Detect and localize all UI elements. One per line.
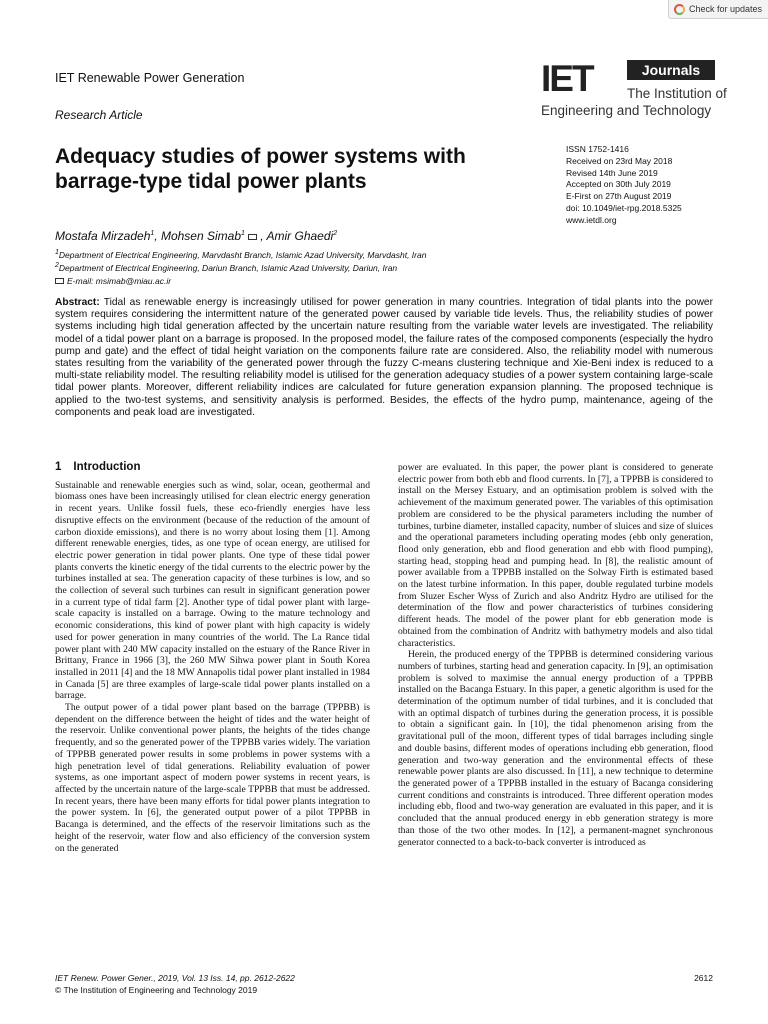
ietdl-link[interactable]: www.ietdl.org bbox=[566, 214, 617, 225]
paragraph: Sustainable and renewable energies such as wind, solar, ocean, geothermal and biomass ones have been increasingly utilised for clean electric energy generation in recent years. Unlike fossil fuels, these eco-friendly energies have less disruptive effects on the environment (because of the reduction of the amount of carbon dioxide emissions), and there is no worry about losing them [1]. Among different renewable energies, tides, as one type of ocean energy, are utilised for electric power generation in tidal power plants. One type of these tidal power plants converts the kinetic energy of the tidal currents to the electric power by the turbines installed at sea. The generation capacity of these turbines is low, and so the collection of several such turbines can result in significant generation power in a current type of tidal farm [2]. Another type of tidal power plant with large-scale capacity is installed on a barrage. Owing to the mature technology and economic considerations, this kind of power plant with high capacity is widely used for power generation in many countries of the world. The La Rance tidal power plant with 240 MW capacity installed on the estuary of the Rance River in Brittany, France in 1966 [3], the 260 MW Sihwa power plant in South Korea installed in 2011 [4] and the 18 MW Annapolis tidal power plant installed in 1984 in Canada [5] are three examples of large-scale tidal power plants installed on a barrage. bbox=[55, 479, 370, 702]
affiliation-mark: 1 bbox=[55, 249, 59, 256]
author-name[interactable]: Amir Ghaedi bbox=[266, 229, 334, 243]
author-name[interactable]: Mostafa Mirzadeh bbox=[55, 229, 151, 243]
abstract-text: Tidal as renewable energy is increasingly utilised for power generation in many countries. Integration of tidal plants into the power system requires considering the intermittent nature of the generated power caused by variable tide levels. Thus, the reliability studies of power systems including high tidal generation affected by the uncertain nature resulting from the variable water levels are investigated. The reliability model of a tidal power plant on a barrage is proposed. In the proposed model, the failure rates of the composed components (especially the hydro pump and gate) and the effect of tidal height variation on the components failure rate are considered. Also, the reliability model with numerous states resulting from the variability of the generated power through the fuzzy C-means clustering technique and Xie-Beni index is reduced to a multi-state reliability model. The resulting reliability model is utilised for the generation adequacy studies of a power system containing large-scale tidal power plants. Moreover, different reliability indices are calculated for future generation expansion planning. The proposed technique is applied to the two-test systems, and sensitivity analysis is performed. Besides, the effects of the hydro pump, maintenance, ageing of the components and peak load are investigated. bbox=[55, 297, 713, 418]
footer-copyright: © The Institution of Engineering and Technology 2019 bbox=[55, 985, 258, 995]
issn: ISSN 1752-1416 bbox=[566, 144, 629, 154]
article-title: Adequacy studies of power systems with barrage-type tidal power plants bbox=[55, 145, 466, 193]
right-column bbox=[398, 462, 713, 848]
left-column bbox=[55, 462, 370, 854]
affiliation-text: Department of Electrical Engineering, Marvdasht Branch, Islamic Azad University, Marvdasht, Iran bbox=[58, 249, 427, 260]
article-type: Research Article bbox=[55, 108, 143, 122]
affiliation-text: Department of Electrical Engineering, Dariun Branch, Islamic Azad University, Dariun, Iran bbox=[58, 262, 398, 273]
accepted-date: Accepted on 30th July 2019 bbox=[566, 179, 671, 190]
abstract bbox=[55, 297, 713, 419]
logo-iet-text: IET bbox=[541, 58, 593, 99]
logo-institution-line2: Engineering and Technology bbox=[541, 103, 712, 118]
page-footer bbox=[55, 972, 713, 996]
page-number: 2612 bbox=[694, 973, 713, 983]
author-name[interactable]: Mohsen Simab bbox=[160, 229, 241, 243]
author-list: Mostafa Mirzadeh$^1$, Mohsen Simab$^1$ , Amir Ghaedi$^2$ bbox=[55, 229, 338, 243]
author-affiliation-mark: 1 bbox=[241, 230, 245, 237]
paragraph: The output power of a tidal power plant based on the barrage (TPPBB) is dependent on the difference between the height of tides and the water height of the reservoir. Unlike conventional power plants, the heights of the tides change frequently, and so the generated power of the TPPBB varies widely. The variation of TPPBB generated power results in some problems in power systems with a high penetration level of tidal generations. Reliability evaluation of power systems, as one important aspect of modern power systems in recent years, is affected by the uncertain nature of the large-scale TPPBB that must be addressed. In recent years, there have been many efforts for tidal power plants integration to the power system. In [6], the generated output power of a pilot TPPBB in Bacanga is determined, and the effects of the reservoir limitations such as the height of the reservoir, water flow and also efficiency of the conversion system on the generated bbox=[55, 702, 370, 854]
check-for-updates-label: Check for updates bbox=[689, 4, 763, 14]
affiliation-mark: 2 bbox=[55, 262, 59, 269]
author-affiliation-mark: 2 bbox=[333, 230, 338, 237]
envelope-icon bbox=[248, 234, 257, 240]
section-title: Introduction bbox=[73, 461, 141, 473]
email-text[interactable]: E-mail: msimab@miau.ac.ir bbox=[67, 276, 172, 286]
affiliation-1 bbox=[55, 249, 426, 260]
logo-institution-line1: The Institution of bbox=[627, 86, 727, 101]
check-for-updates-button[interactable] bbox=[668, 0, 768, 19]
revised-date: Revised 14th June 2019 bbox=[566, 167, 658, 178]
corresponding-email bbox=[55, 276, 171, 286]
received-date: Received on 23rd May 2018 bbox=[566, 155, 673, 166]
logo-journals-badge: Journals bbox=[627, 60, 715, 80]
doi[interactable]: doi: 10.1049/iet-rpg.2018.5325 bbox=[566, 202, 682, 213]
abstract-label: Abstract: bbox=[55, 297, 100, 308]
footer-citation: IET Renew. Power Gener., 2019, Vol. 13 Iss. 14, pp. 2612-2622 bbox=[55, 973, 295, 983]
iet-journals-logo bbox=[541, 56, 727, 122]
section-heading bbox=[55, 462, 370, 474]
crossmark-icon bbox=[674, 4, 685, 15]
affiliation-2 bbox=[55, 262, 397, 273]
envelope-icon bbox=[55, 278, 64, 284]
efirst-date: E-First on 27th August 2019 bbox=[566, 191, 672, 202]
paragraph: power are evaluated. In this paper, the power plant is considered to generate electric power from both ebb and flood currents. In [7], a TPPBB is considered to install on the Mersey Estuary, and an optimisation problem is solved with the achievement of the maximum generated power. The variables of this optimisation problem are considered to be the physical parameters including the number of turbines, turbine diameter, installed capacity, number of sluices and size of sluices and the operational parameters including operating modes (ebb only generation, flood only generation, ebb and flood generation and ebb with flood pumping), starting head, stopping head and pumping head. In [8], the realistic amount of power available from a TPPBB installed on the Solway Firth is estimated based on the latest turbine information. In this paper, double regulated turbine models from Sluzer Escher Wyss of Zurich and also Andritz Hydro are utilised for the determination of the flow and power characteristics of turbines considering different heads. The model of the power plant for ebb generation mode is obtained from the combination of Andritz with bathymetry models and also tidal characteristics. bbox=[398, 462, 713, 649]
author-affiliation-mark: 1 bbox=[150, 230, 155, 237]
article-metadata bbox=[566, 144, 682, 227]
section-number: 1 bbox=[55, 461, 62, 473]
paragraph: Herein, the produced energy of the TPPBB is determined considering various numbers of turbines, starting head and generation capacity. In [9], an optimisation problem is solved to maximise the annual energy production of a TPPBB installed on the Bacanga Estuary. In this paper, a genetic algorithm is used for the determination of the optimum number of tidal turbines, and it is concluded that with an optimal dispatch of turbines during the generation process, it is possible to obtain a significant gain. In [10], the tidal phenomenon arising from the gravitational pull of the moon, different types of tidal barrages including single and double basins, different modes of operations including ebb generation, flood generation and two-way generation and the environmental effects of these renewable power plants are also discussed. In [11], a new technique to determine the generated power of a TPPBB installed in the estuary of Bacanga considering current conditions and constraints is introduced. Three different operation modes including ebb, flood and two-way generation are evaluated in this paper, and it is concluded that the annual produced energy in ebb generation strategy is more than those of the two other modes. In [12], a permanent-magnet synchronous generator connected to a back-to-back converter is introduced as bbox=[398, 649, 713, 848]
journal-name: IET Renewable Power Generation bbox=[55, 71, 245, 85]
